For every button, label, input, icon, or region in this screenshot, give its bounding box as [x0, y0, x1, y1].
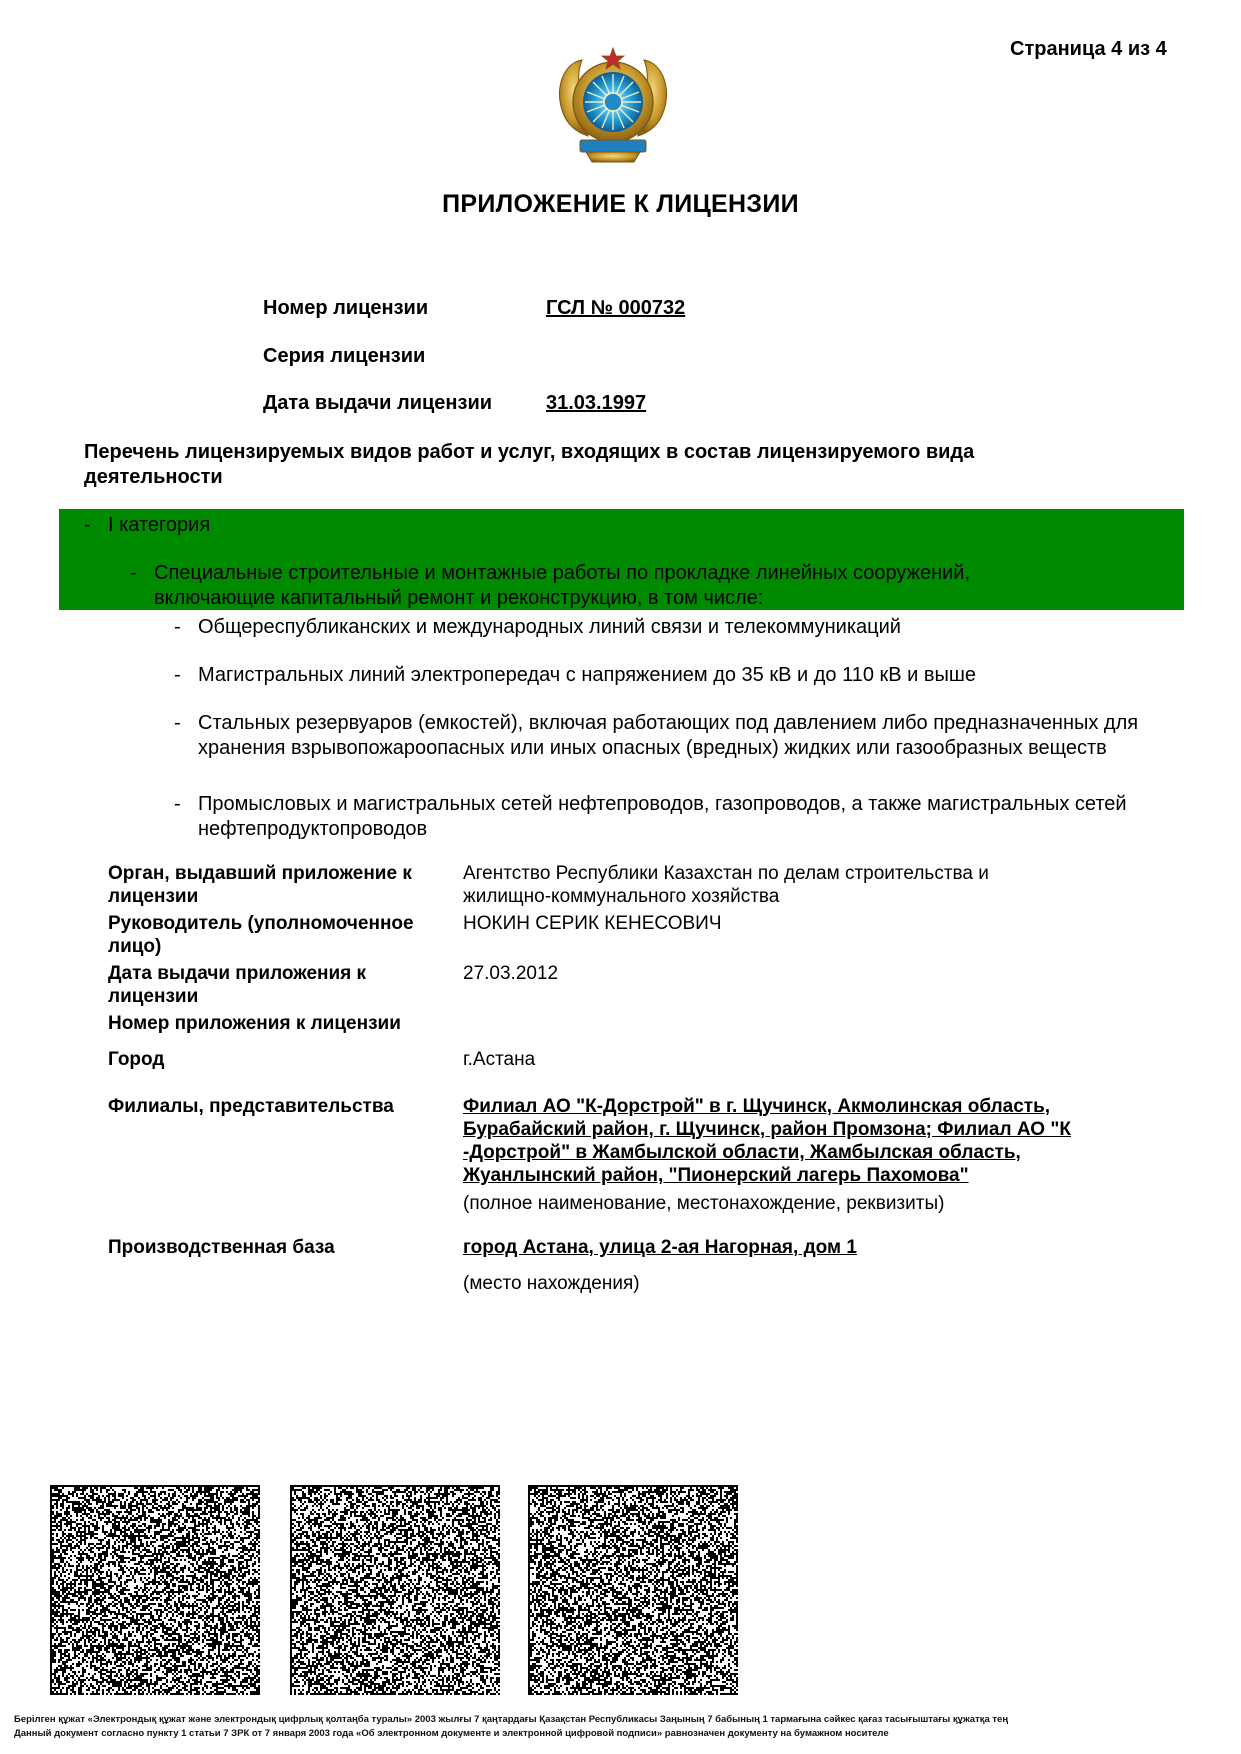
- bullet-dash: -: [174, 712, 181, 734]
- city-value: г.Астана: [463, 1049, 536, 1070]
- branches-note: (полное наименование, местонахождение, реквизиты): [463, 1193, 945, 1214]
- license-date-value: 31.03.1997: [546, 392, 647, 414]
- list-item: [174, 792, 1184, 842]
- production-base-note: (место нахождения): [463, 1273, 640, 1294]
- qr-code-icon: [50, 1485, 260, 1695]
- bullet-dash: -: [174, 616, 181, 638]
- list-item-text: Магистральных линий электропередач с напряжением до 35 кВ и до 110 кВ и выше: [198, 664, 977, 686]
- appendix-date-label: Дата выдачи приложения к лицензии: [108, 963, 367, 1007]
- appendix-date-value: 27.03.2012: [463, 963, 559, 984]
- list-item-section: [130, 561, 1082, 611]
- category-text: I категория: [108, 514, 211, 536]
- state-emblem-icon: [548, 40, 678, 170]
- list-item: [174, 615, 1184, 640]
- list-item-text: Стальных резервуаров (емкостей), включая работающих под давлением либо предназначенных для хранения взрывопожароопасных или иных опасных (вредных) жидких или газообразных веществ: [198, 712, 1139, 759]
- list-item-text: Промысловых и магистральных сетей нефтепроводов, газопроводов, а также магистральных сетей нефтепродуктопроводов: [198, 793, 1127, 840]
- license-series-label: Серия лицензии: [263, 345, 426, 367]
- section-text: Специальные строительные и монтажные работы по прокладке линейных сооружений, включающие капитальный ремонт и реконструкцию, в том числе:: [154, 562, 971, 609]
- issuer-value: Агентство Республики Казахстан по делам строительства и жилищно-коммунального хозяйства: [463, 863, 989, 907]
- head-value: НОКИН СЕРИК КЕНЕСОВИЧ: [463, 913, 722, 934]
- qr-code-icon: [290, 1485, 500, 1695]
- page-title: ПРИЛОЖЕНИЕ К ЛИЦЕНЗИИ: [442, 190, 799, 218]
- footer-legal-kz: Берілген құжат «Электрондық құжат және электрондық цифрлық қолтаңба туралы» 2003 жылғы 7 қаңтардағы Қазақстан Республикасы Заңының 7 бабының 1 тармағына сәйкес қағаз тасығыштағы құжатқа тең: [14, 1714, 1009, 1725]
- bullet-dash: -: [84, 514, 91, 536]
- production-base-value: город Астана, улица 2-ая Нагорная, дом 1: [463, 1237, 857, 1258]
- license-date-label: Дата выдачи лицензии: [263, 392, 493, 414]
- qr-code-icon: [528, 1485, 738, 1695]
- bullet-dash: -: [130, 562, 137, 584]
- license-number-value: ГСЛ № 000732: [546, 297, 686, 319]
- issuer-label: Орган, выдавший приложение к лицензии: [108, 863, 412, 907]
- head-label: Руководитель (уполномоченное лицо): [108, 913, 414, 957]
- footer-legal-ru: Данный документ согласно пункту 1 статьи 7 ЗРК от 7 января 2003 года «Об электронном документе и электронной цифровой подписи» равнозначен документу на бумажном носителе: [14, 1728, 889, 1739]
- activities-intro: Перечень лицензируемых видов работ и услуг, входящих в состав лицензируемого вида деятельности: [84, 441, 975, 488]
- list-item-text: Общереспубликанских и международных линий связи и телекоммуникаций: [198, 616, 901, 638]
- list-item: [174, 711, 1204, 761]
- branches-value: Филиал АО "К-Дорстрой" в г. Щучинск, Акмолинская область, Бурабайский район, г. Щучинск, район Промзона; Филиал АО "К -Дорстрой" в Жамбылской области, Жамбылская область, Жуанлынский район, "Пионерский лагерь Пахомова": [463, 1096, 1071, 1186]
- bullet-dash: -: [174, 793, 181, 815]
- appendix-number-label: Номер приложения к лицензии: [108, 1013, 401, 1034]
- list-item: [174, 663, 1184, 688]
- list-item-category: [84, 513, 1084, 538]
- city-label: Город: [108, 1049, 165, 1070]
- page-number: Страница 4 из 4: [1010, 38, 1167, 60]
- license-number-label: Номер лицензии: [263, 297, 429, 319]
- production-base-label: Производственная база: [108, 1237, 335, 1258]
- branches-label: Филиалы, представительства: [108, 1096, 394, 1117]
- bullet-dash: -: [174, 664, 181, 686]
